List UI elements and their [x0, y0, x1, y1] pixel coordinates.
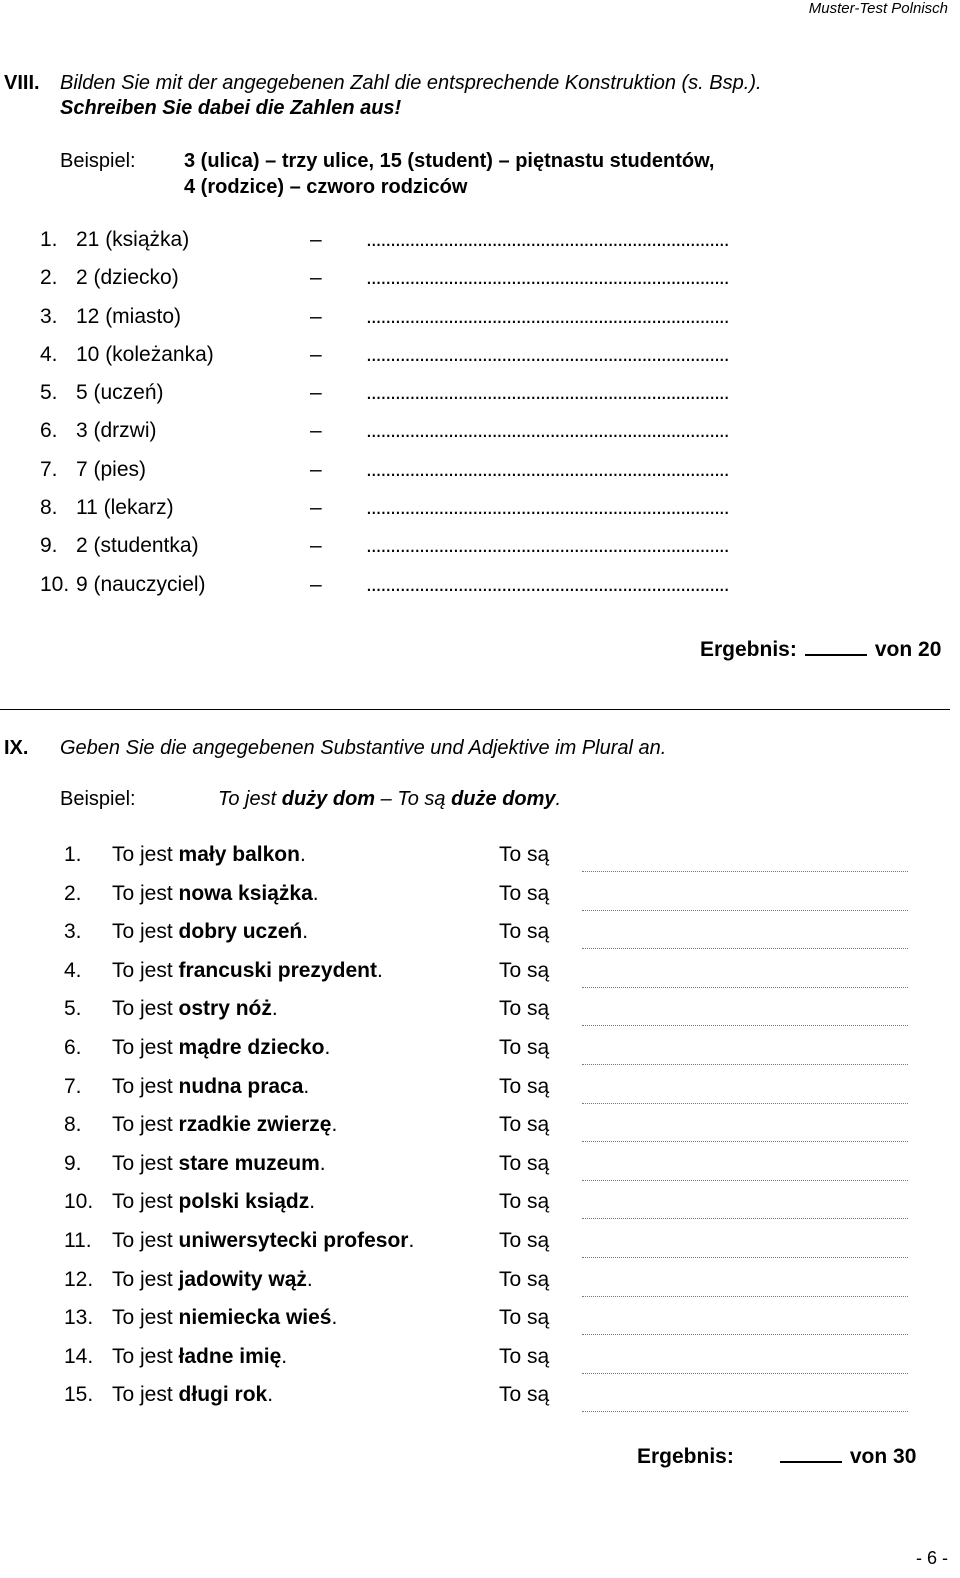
exercise-9-item [64, 1075, 924, 1114]
item-sentence [112, 1190, 315, 1214]
item-dash: – [310, 228, 322, 251]
sentence-prefix: To jest [112, 1151, 173, 1175]
sentence-suffix: . [376, 958, 383, 982]
section-8-example-line-1: 3 (ulica) – trzy ulice, 15 (student) – piętnastu studentów, [184, 150, 715, 172]
item-to-sa: To są [499, 1151, 550, 1175]
sentence-suffix: . [271, 997, 278, 1021]
sentence-suffix: . [309, 1190, 316, 1214]
exercise-8-item [40, 458, 880, 496]
item-dash: – [310, 534, 322, 558]
item-sentence [112, 1383, 273, 1407]
exercise-9-item [64, 959, 924, 998]
item-sentence [112, 843, 306, 867]
section-8-result-total: von 20 [874, 638, 942, 661]
sentence-noun-phrase: francuski prezydent [178, 958, 377, 982]
sentence-prefix: To jest [112, 1228, 173, 1252]
sentence-prefix: To jest [112, 1074, 173, 1098]
item-number: 15. [64, 1383, 94, 1407]
section-8-example-line-2: 4 (rodzice) – czworo rodziców [184, 176, 468, 198]
sentence-prefix: To jest [112, 1306, 173, 1330]
example-bold-singular: duży dom [281, 788, 376, 810]
answer-field[interactable] [582, 1373, 908, 1374]
item-prompt: 10 (koleżanka) [76, 342, 214, 366]
sentence-noun-phrase: uniwersytecki profesor [178, 1228, 409, 1252]
section-9-result-total: von 30 [849, 1445, 917, 1468]
sentence-noun-phrase: stare muzeum [178, 1151, 320, 1175]
item-prompt: 5 (uczeń) [76, 381, 164, 405]
exercise-8-item [40, 496, 880, 534]
item-number: 4. [64, 958, 82, 982]
sentence-prefix: To jest [112, 958, 173, 982]
item-number: 4. [40, 342, 58, 366]
item-sentence [112, 1152, 326, 1176]
item-dash: – [310, 572, 322, 596]
sentence-suffix: . [299, 843, 306, 866]
example-bold-plural: duże domy [451, 788, 556, 810]
item-to-sa: To są [499, 920, 550, 944]
item-number: 12. [64, 1267, 94, 1291]
answer-field[interactable]: ........................................................................... [366, 419, 729, 443]
item-number: 8. [64, 1113, 82, 1137]
item-number: 10. [64, 1190, 94, 1214]
section-8-example-label: Beispiel: [60, 150, 136, 172]
answer-field[interactable] [582, 1064, 908, 1065]
exercise-8-item [40, 228, 880, 266]
item-dash: – [310, 457, 322, 481]
item-number: 8. [40, 496, 58, 520]
item-to-sa: To są [499, 958, 550, 982]
item-number: 5. [64, 997, 82, 1021]
exercise-8-item [40, 381, 880, 419]
item-dash: – [310, 496, 322, 520]
exercise-9-item [64, 1383, 924, 1422]
exercise-9-item [64, 1036, 924, 1075]
section-8-instruction-note: Schreiben Sie dabei die Zahlen aus! [60, 97, 402, 119]
sentence-suffix: . [319, 1151, 326, 1175]
sentence-noun-phrase: dobry uczeń [178, 920, 303, 944]
sentence-noun-phrase: jadowity wąż [178, 1267, 307, 1291]
item-sentence [112, 1306, 337, 1330]
item-prompt: 3 (drzwi) [76, 419, 157, 443]
answer-field[interactable] [582, 987, 908, 988]
sentence-suffix: . [312, 881, 319, 905]
sentence-prefix: To jest [112, 843, 173, 866]
section-8-result [700, 636, 941, 662]
item-dash: – [310, 381, 322, 405]
sentence-prefix: To jest [112, 1344, 173, 1368]
item-sentence [112, 1036, 330, 1060]
item-to-sa: To są [499, 1113, 550, 1137]
item-sentence [112, 882, 319, 906]
answer-field[interactable] [582, 1025, 908, 1026]
item-number: 11. [64, 1228, 92, 1252]
section-9-example-label: Beispiel: [60, 788, 136, 810]
answer-field[interactable] [582, 1103, 908, 1104]
exercise-9-item [64, 920, 924, 959]
section-8-number: VIII. [4, 72, 40, 94]
exercise-9-item [64, 1113, 924, 1152]
item-prompt: 21 (książka) [76, 228, 190, 251]
item-number: 5. [40, 381, 58, 405]
answer-field[interactable]: ........................................................................... [366, 381, 729, 405]
exercise-9-item [64, 1152, 924, 1191]
item-dash: – [310, 342, 322, 366]
sentence-prefix: To jest [112, 1190, 173, 1214]
sentence-noun-phrase: długi rok [178, 1383, 268, 1407]
exercise-8-item [40, 266, 880, 304]
item-number: 14. [64, 1344, 94, 1368]
answer-field[interactable] [582, 1296, 908, 1297]
section-9-instruction: Geben Sie die angegebenen Substantive und Adjektive im Plural an. [60, 737, 667, 759]
sentence-noun-phrase: nudna praca [178, 1074, 304, 1098]
item-to-sa: To są [499, 1344, 550, 1368]
item-to-sa: To są [499, 1228, 550, 1252]
sentence-noun-phrase: nowa książka [178, 881, 313, 905]
item-sentence [112, 920, 308, 944]
item-number: 1. [64, 843, 82, 866]
sentence-suffix: . [303, 1074, 310, 1098]
sentence-prefix: To jest [112, 1383, 173, 1407]
exercise-9-item [64, 997, 924, 1036]
item-number: 1. [40, 228, 58, 251]
answer-field[interactable] [582, 1180, 908, 1181]
sentence-suffix: . [331, 1306, 338, 1330]
exercise-9-item [64, 1345, 924, 1384]
sentence-suffix: . [324, 1035, 331, 1059]
sentence-suffix: . [302, 920, 309, 944]
sentence-prefix: To jest [112, 920, 173, 944]
section-divider [0, 709, 950, 710]
exercise-8-item [40, 573, 880, 611]
item-number: 10. [40, 572, 70, 596]
sentence-suffix: . [267, 1383, 274, 1407]
exercise-9-item [64, 1190, 924, 1229]
answer-field[interactable] [582, 1411, 908, 1412]
item-number: 7. [64, 1074, 82, 1098]
sentence-noun-phrase: rzadkie zwierzę [178, 1113, 332, 1137]
exercise-9-item [64, 1306, 924, 1345]
section-9-number: IX. [4, 737, 29, 759]
answer-field[interactable]: ........................................................................... [366, 496, 729, 520]
answer-field[interactable]: ........................................................................... [366, 572, 729, 596]
exercise-9-item [64, 882, 924, 921]
sentence-suffix: . [306, 1267, 313, 1291]
item-sentence [112, 1345, 287, 1369]
page-header-title: Muster-Test Polnisch [808, 0, 948, 17]
sentence-prefix: To jest [112, 1035, 173, 1059]
sentence-prefix: To jest [112, 881, 173, 905]
item-sentence [112, 1075, 309, 1099]
item-to-sa: To są [499, 1035, 550, 1059]
item-sentence [112, 997, 278, 1021]
item-to-sa: To są [499, 1074, 550, 1098]
answer-field[interactable] [582, 910, 908, 911]
sentence-noun-phrase: polski ksiądz [178, 1190, 310, 1214]
item-to-sa: To są [499, 997, 550, 1021]
item-prompt: 9 (nauczyciel) [76, 572, 206, 596]
item-number: 3. [64, 920, 82, 944]
item-prompt: 7 (pies) [76, 457, 147, 481]
answer-field[interactable] [582, 948, 908, 949]
item-prompt: 11 (lekarz) [76, 496, 174, 520]
item-number: 7. [40, 457, 58, 481]
item-to-sa: To są [499, 1306, 550, 1330]
item-to-sa: To są [499, 843, 550, 866]
answer-field[interactable]: ........................................................................... [366, 228, 729, 251]
sentence-suffix: . [281, 1344, 288, 1368]
sentence-suffix: . [331, 1113, 338, 1137]
sentence-noun-phrase: ładne imię [178, 1344, 282, 1368]
exercise-8-item [40, 419, 880, 457]
answer-field[interactable]: ........................................................................... [366, 457, 729, 481]
sentence-prefix: To jest [112, 1113, 173, 1137]
item-dash: – [310, 266, 322, 290]
page-number: - 6 - [915, 1548, 948, 1568]
exercise-9-item [64, 1229, 924, 1268]
answer-field[interactable] [582, 1218, 908, 1219]
item-number: 13. [64, 1306, 94, 1330]
item-sentence [112, 1229, 414, 1253]
section-9-result-label: Ergebnis: [637, 1445, 734, 1468]
item-number: 6. [64, 1035, 82, 1059]
exercise-8-item [40, 343, 880, 381]
exercise-9-item [64, 843, 924, 882]
sentence-prefix: To jest [112, 1267, 173, 1291]
answer-field[interactable]: ........................................................................... [366, 534, 729, 558]
item-dash: – [310, 419, 322, 443]
item-to-sa: To są [499, 881, 550, 905]
item-number: 6. [40, 419, 58, 443]
sentence-noun-phrase: mały balkon [178, 843, 300, 866]
sentence-noun-phrase: mądre dziecko [178, 1035, 325, 1059]
section-8-result-label: Ergebnis: [700, 638, 797, 661]
exercise-8-item [40, 534, 880, 572]
item-sentence [112, 1113, 337, 1137]
answer-field[interactable] [582, 1141, 908, 1142]
section-9-example: To jest duży dom – To są duże domy. [218, 788, 562, 810]
section-8-score-field[interactable] [805, 636, 867, 656]
section-9-result [637, 1443, 916, 1469]
item-to-sa: To są [499, 1383, 550, 1407]
section-9-exercise-list [64, 843, 924, 1422]
item-prompt: 12 (miasto) [76, 304, 182, 328]
sentence-noun-phrase: niemiecka wieś [178, 1306, 332, 1330]
item-number: 2. [40, 266, 58, 290]
answer-field[interactable] [582, 1334, 908, 1335]
section-8-instruction: Bilden Sie mit der angegebenen Zahl die entsprechende Konstruktion (s. Bsp.). [60, 72, 762, 94]
answer-field[interactable] [582, 1257, 908, 1258]
item-prompt: 2 (studentka) [76, 534, 199, 558]
exercise-9-item [64, 1268, 924, 1307]
exercise-8-item [40, 305, 880, 343]
sentence-suffix: . [408, 1228, 415, 1252]
answer-field[interactable]: ........................................................................... [366, 342, 729, 366]
item-to-sa: To są [499, 1190, 550, 1214]
sentence-prefix: To jest [112, 997, 173, 1021]
section-9-score-field[interactable] [780, 1443, 842, 1463]
answer-field[interactable]: ........................................................................... [366, 266, 729, 290]
sentence-noun-phrase: ostry nóż [178, 997, 272, 1021]
answer-field[interactable] [582, 871, 908, 872]
item-dash: – [310, 304, 322, 328]
answer-field[interactable]: ........................................................................... [366, 304, 729, 328]
item-number: 9. [64, 1151, 82, 1175]
item-number: 9. [40, 534, 58, 558]
item-sentence [112, 959, 383, 983]
item-sentence [112, 1268, 313, 1292]
item-prompt: 2 (dziecko) [76, 266, 179, 290]
section-8-exercise-list [40, 228, 880, 611]
item-number: 2. [64, 881, 82, 905]
item-number: 3. [40, 304, 58, 328]
item-to-sa: To są [499, 1267, 550, 1291]
